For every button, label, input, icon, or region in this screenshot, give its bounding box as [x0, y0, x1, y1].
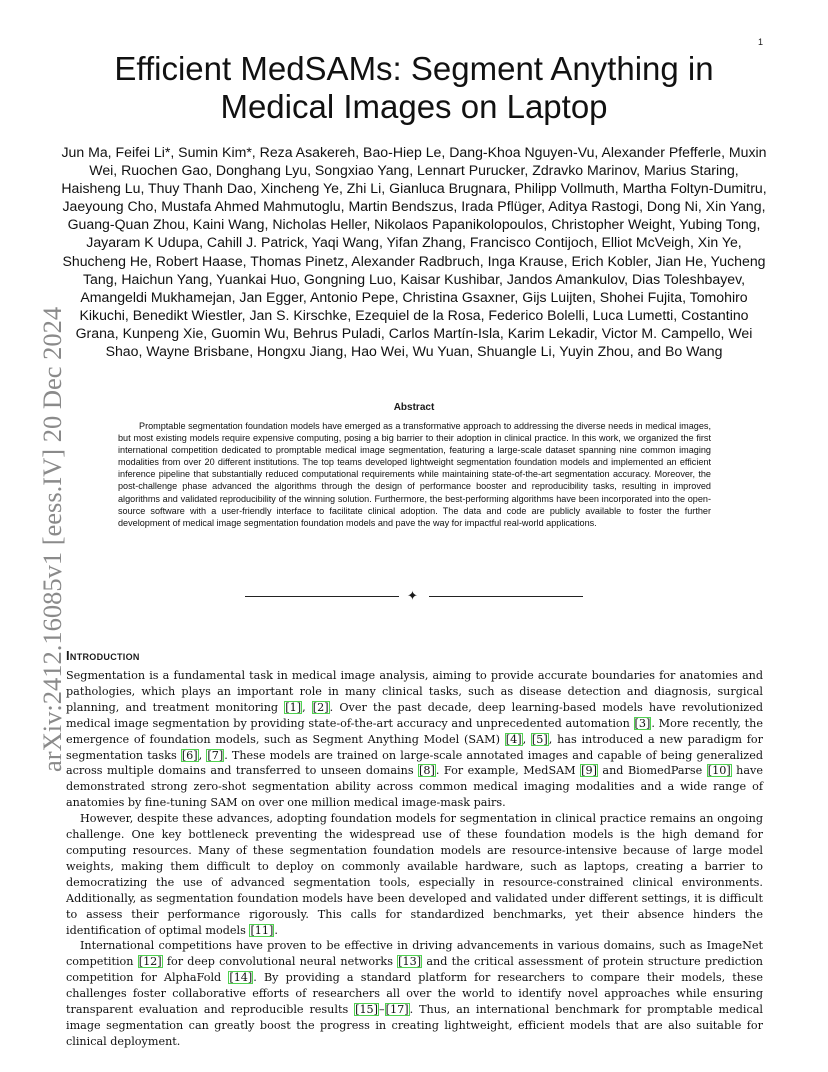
- citation-link[interactable]: [5]: [531, 732, 548, 746]
- paragraph-text: and the critical assessment of protein structure prediction competition for AlphaFold: [66, 955, 764, 985]
- citation-link[interactable]: [8]: [419, 764, 435, 778]
- citation-link[interactable]: [11]: [250, 923, 274, 937]
- citation-link[interactable]: [17]: [385, 1003, 409, 1017]
- page-number: 1: [758, 37, 764, 47]
- arxiv-identifier-stamp: arXiv:2412.16085v1 [eess.IV] 20 Dec 2024: [37, 306, 67, 772]
- divider-line-right: [429, 596, 583, 597]
- paragraph-2: [66, 811, 763, 938]
- citation-link[interactable]: [3]: [634, 716, 651, 730]
- paragraph-text: and BiomedParse: [597, 764, 707, 778]
- introduction-body: [66, 668, 763, 1050]
- citation-link[interactable]: [2]: [312, 700, 329, 714]
- paragraph-text: . More recently, the emergence of foundation models, such as Segment Anything Model (SAM): [66, 716, 763, 746]
- paragraph-text: ,: [522, 732, 531, 746]
- citation-link[interactable]: [1]: [285, 700, 302, 714]
- paragraph-text: . These models are trained on large-scale annotated images and capable of being generalized across multiple domains and transferred to unseen domains: [66, 748, 763, 778]
- paragraph-3: [66, 938, 763, 1049]
- abstract-text: Promptable segmentation foundation models have emerged as a transformative approach to addressing the diverse needs in medical images, but most existing models require expensive computing, posing a big barrier to their adoption in clinical practice. In this work, we organized the first international competition dedicated to promptable medical image segmentation, featuring a large-scale dataset spanning nine common imaging modalities from over 20 different institutions. The top teams developed lightweight segmentation foundation models and implemented an efficient inference pipeline that substantially reduced computational requirements while maintaining state-of-the-art segmentation accuracy. Moreover, the post-challenge phase advanced the algorithms through the design of performance booster and reproducibility tasks, resulting in improved algorithms and validated reproducibility of the winning solution. Furthermore, the best-performing algorithms have been incorporated into the open-source software with a user-friendly interface to facilitate clinical adoption. The data and code are publicly available to foster the further development of medical image segmentation foundation models and pave the way for impactful real-world applications.: [118, 421, 711, 528]
- citation-link[interactable]: [6]: [181, 748, 198, 762]
- citation-link[interactable]: [4]: [505, 732, 522, 746]
- paragraph-text: Segmentation is a fundamental task in medical image analysis, aiming to provide accurate boundaries for anatomies and pathologies, which plays an important role in many clinical tasks, such as disease detection and diagnosis, surgical planning, and treatment monitoring: [66, 669, 763, 714]
- paragraph-text: for deep convolutional neural networks: [162, 955, 398, 969]
- citation-link[interactable]: [10]: [707, 764, 731, 778]
- paragraph-text: . Thus, an international benchmark for promptable medical image segmentation can greatly boost the progress in creating lightweight, efficient models that are also suitable for clinical deployment.: [66, 1003, 763, 1048]
- paragraph-text: ,: [198, 748, 207, 762]
- paragraph-text: ,: [302, 700, 312, 714]
- divider-star-icon: ✦: [407, 589, 418, 604]
- paragraph-text: , has introduced a new paradigm for segmentation tasks: [66, 732, 763, 762]
- citation-link[interactable]: [12]: [138, 955, 162, 969]
- paragraph-text: International competitions have proven to be effective in driving advancements in various domains, such as ImageNet competition: [66, 939, 763, 969]
- abstract-heading: Abstract: [393, 402, 435, 413]
- author-list: Jun Ma, Feifei Li*, Sumin Kim*, Reza Asakereh, Bao-Hiep Le, Dang-Khoa Nguyen-Vu, Alexander Pfefferle, Muxin Wei, Ruochen Gao, Donghang Lyu, Songxiao Yang, Lennart Purucker, Zdravko Marinov, Marius Staring, Haisheng Lu, Thuy Thanh Dao, Xincheng Ye, Zhi Li, Gianluca Brugnara, Philipp Vollmuth, Martha Foltyn-Dumitru, Jaeyoung Cho, Mustafa Ahmed Mahmutoglu, Martin Bendszus, Irada Pflüger, Aditya Rastogi, Dong Ni, Xin Yang, Guang-Quan Zhou, Kaini Wang, Nicholas Heller, Nikolaos Papanikolopoulos, Christopher Weight, Yubing Tong, Jayaram K Udupa, Cahill J. Patrick, Yaqi Wang, Yifan Zhang, Francisco Contijoch, Elliot McVeigh, Xin Ye, Shucheng He, Robert Haase, Thomas Pinetz, Alexander Radbruch, Inga Krause, Erich Kobler, Jian He, Yucheng Tang, Haichun Yang, Yuankai Huo, Gongning Luo, Kaisar Kushibar, Jandos Amankulov, Dias Toleshbayev, Amangeldi Mukhamejan, Jan Egger, Antonio Pepe, Christina Gsaxner, Gijs Luijten, Shohei Fujita, Tomohiro Kikuchi, Benedikt Wiestler, Jan S. Kirschke, Ezequiel de la Rosa, Federico Bolelli, Luca Lumetti, Costantino Grana, Kunpeng Xie, Guomin Wu, Behrus Puladi, Carlos Martín-Isla, Karim Lekadir, Victor M. Campello, Wei Shao, Wayne Brisbane, Hongxu Jiang, Hao Wei, Wu Yuan, Shuangle Li, Yuyin Zhou, and Bo Wang: [61, 144, 767, 360]
- paragraph-text: . Over the past decade, deep learning-based models have revolutionized medical image segmentation by providing state-of-the-art accuracy and unprecedented automation: [66, 700, 763, 730]
- citation-link[interactable]: [7]: [207, 748, 224, 762]
- paragraph-text: . By providing a standard platform for researchers to compare their models, these challenges foster collaborative efforts of researchers all over the world to identify novel approaches while ensuring transparent evaluation and reproducible results: [66, 971, 763, 1017]
- section-divider: [245, 589, 585, 606]
- paragraph-text: However, despite these advances, adopting foundation models for segmentation in clinical practice remains an ongoing challenge. One key bottleneck preventing the widespread use of these foundation models is the high demand for computing resources. Many of these segmentation foundation models are resource-intensive because of large model weights, making them difficult to deploy on commonly available hardware, such as laptops, creating a barrier to democratizing the use of advanced segmentation tools, especially in resource-constrained clinical environments. Additionally, as segmentation foundation models have been developed and validated under different settings, it is difficult to assess their performance rigorously. This calls for standardized benchmarks, yet their absence hinders the identification of optimal models: [66, 812, 763, 937]
- citation-link[interactable]: [13]: [398, 955, 422, 969]
- citation-link[interactable]: [9]: [581, 764, 597, 778]
- paragraph-text: .: [274, 923, 278, 937]
- divider-line-left: [245, 596, 399, 597]
- paragraph-text: –: [379, 1003, 385, 1017]
- paragraph-text: . For example, MedSAM: [435, 764, 581, 778]
- paragraph-text: have demonstrated strong zero-shot segmentation ability across common medical imaging modalities and a wide range of anatomies by fine-tuning SAM on over one million medical image-mask pairs.: [66, 764, 763, 810]
- paper-title: Efficient MedSAMs: Segment Anything in Medical Images on Laptop: [114, 50, 714, 125]
- section-heading-introduction: Introduction: [66, 648, 140, 663]
- citation-link[interactable]: [14]: [229, 971, 253, 985]
- paragraph-1: [66, 668, 763, 811]
- citation-link[interactable]: [15]: [355, 1003, 379, 1017]
